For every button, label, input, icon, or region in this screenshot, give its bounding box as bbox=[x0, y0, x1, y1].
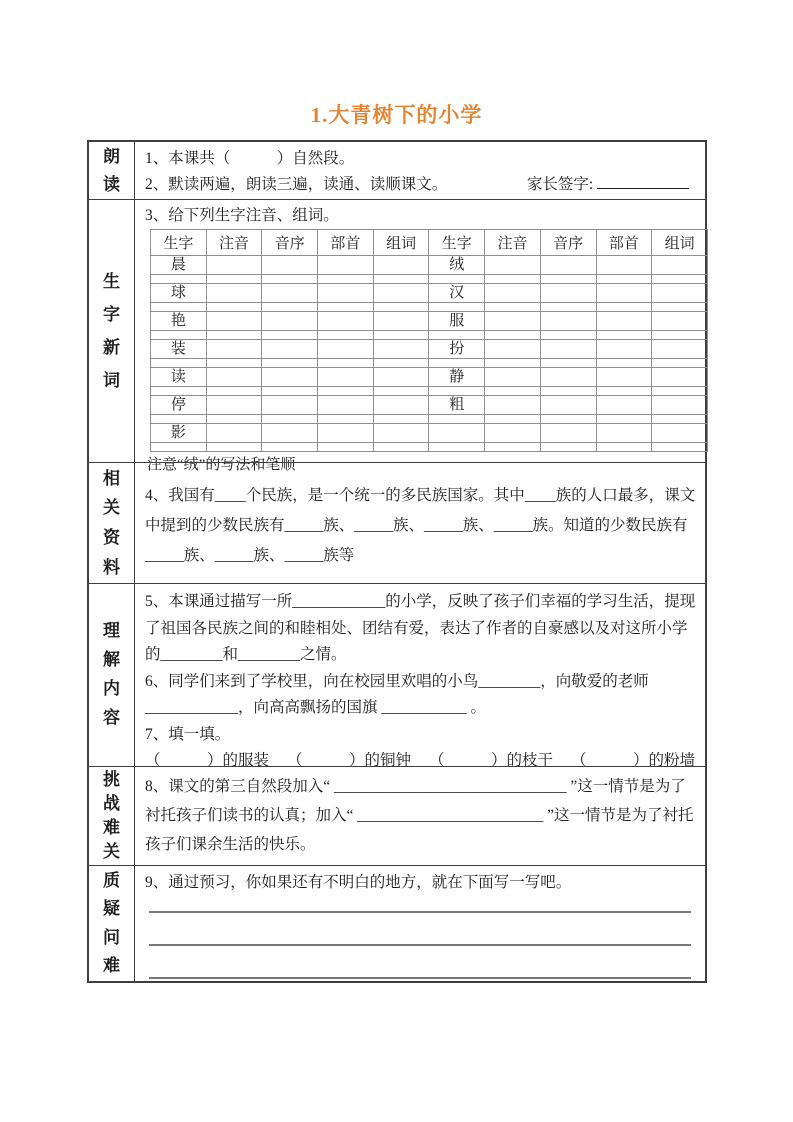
empty-cell bbox=[373, 284, 429, 303]
task-item-9: 9、通过预习，你如果还有不明白的地方，就在下面写一写吧。 bbox=[145, 874, 572, 891]
empty-cell bbox=[540, 368, 596, 387]
char-cell: 静 bbox=[429, 368, 485, 387]
char-cell: 装 bbox=[151, 340, 207, 359]
spacer-row bbox=[151, 303, 708, 312]
empty-cell bbox=[318, 340, 374, 359]
empty-cell bbox=[206, 284, 262, 303]
header-cell: 生字 bbox=[151, 230, 207, 256]
parent-signature-label: 家长签字: bbox=[526, 176, 594, 193]
char-row bbox=[151, 424, 708, 443]
empty-cell bbox=[373, 256, 429, 275]
spacer-row bbox=[151, 443, 708, 452]
empty-cell bbox=[206, 396, 262, 415]
empty-cell bbox=[262, 396, 318, 415]
section-content-zhiyi bbox=[135, 866, 705, 981]
char-cell: 停 bbox=[151, 396, 207, 415]
task-item-8: 8、课文的第三自然段加入“ ______________________________ ”这一情节是为了衬托孩子们读书的认真；加入“ ________________________ ”这一情节是为了衬托孩子们课余生活的快乐。 bbox=[145, 778, 694, 853]
task-item-7: 7、填一填。 bbox=[145, 725, 231, 743]
spacer-row bbox=[151, 331, 708, 340]
section-row-xiangguan bbox=[89, 462, 705, 583]
empty-cell bbox=[485, 396, 541, 415]
empty-cell bbox=[485, 368, 541, 387]
task-item-6: 6、同学们来到了学校里，向在校园里欢唱的小鸟________，向敬爱的老师____________，向高高飘扬的国旗 ___________ 。 bbox=[145, 672, 649, 716]
section-row-lijie bbox=[89, 583, 705, 769]
section-label-shengzi: 生字新词 bbox=[89, 200, 135, 462]
empty-cell bbox=[652, 340, 708, 359]
char-cell: 扮 bbox=[429, 340, 485, 359]
empty-cell bbox=[652, 312, 708, 331]
empty-cell bbox=[485, 256, 541, 275]
char-row bbox=[151, 368, 708, 387]
section-row-langdu bbox=[89, 142, 705, 199]
char-cell: 影 bbox=[151, 424, 207, 443]
empty-cell bbox=[373, 396, 429, 415]
section-content-tiaozhan bbox=[135, 767, 705, 865]
empty-cell bbox=[318, 424, 374, 443]
char-cell: 汉 bbox=[429, 284, 485, 303]
empty-cell bbox=[596, 256, 652, 275]
section-label-langdu: 朗读 bbox=[89, 142, 135, 199]
header-cell: 注音 bbox=[206, 230, 262, 256]
writing-line bbox=[149, 944, 691, 946]
empty-cell bbox=[206, 424, 262, 443]
signature-line bbox=[597, 175, 689, 189]
empty-cell bbox=[206, 368, 262, 387]
header-cell: 音序 bbox=[540, 230, 596, 256]
section-label-xiangguan: 相关资料 bbox=[89, 463, 135, 583]
empty-cell bbox=[540, 312, 596, 331]
header-cell: 音序 bbox=[262, 230, 318, 256]
char-row bbox=[151, 256, 708, 275]
empty-cell bbox=[540, 256, 596, 275]
empty-cell bbox=[596, 284, 652, 303]
empty-cell bbox=[652, 396, 708, 415]
section-label-tiaozhan: 挑战难关 bbox=[89, 767, 135, 865]
empty-cell bbox=[373, 312, 429, 331]
empty-cell bbox=[206, 312, 262, 331]
char-practice-table bbox=[150, 229, 708, 452]
page-title: 1.大青树下的小学 bbox=[310, 103, 483, 127]
section-label-lijie: 理解内容 bbox=[89, 584, 135, 766]
section-row-tiaozhan bbox=[89, 766, 705, 865]
header-cell: 部首 bbox=[318, 230, 374, 256]
section-content-langdu bbox=[135, 142, 705, 199]
char-row bbox=[151, 340, 708, 359]
spacer-row bbox=[151, 275, 708, 284]
stroke-order-note: 注意“绒”的写法和笔顺 bbox=[147, 457, 296, 473]
char-cell: 晨 bbox=[151, 256, 207, 275]
empty-cell bbox=[318, 312, 374, 331]
fill-blank-item: （ ）的枝干 bbox=[428, 752, 553, 769]
empty-cell bbox=[485, 340, 541, 359]
spacer-row bbox=[151, 387, 708, 396]
empty-cell bbox=[262, 312, 318, 331]
spacer-row bbox=[151, 415, 708, 424]
empty-cell bbox=[318, 284, 374, 303]
char-row bbox=[151, 396, 708, 415]
section-row-shengzi bbox=[89, 199, 705, 473]
empty-cell bbox=[652, 284, 708, 303]
header-cell: 生字 bbox=[429, 230, 485, 256]
empty-cell bbox=[652, 256, 708, 275]
empty-cell bbox=[206, 340, 262, 359]
empty-cell bbox=[262, 284, 318, 303]
char-cell: 读 bbox=[151, 368, 207, 387]
parent-signature bbox=[527, 172, 689, 198]
char-cell: 绒 bbox=[429, 256, 485, 275]
char-cell: 艳 bbox=[151, 312, 207, 331]
header-cell: 组词 bbox=[652, 230, 708, 256]
char-cell: 粗 bbox=[429, 396, 485, 415]
empty-cell bbox=[596, 368, 652, 387]
fill-blank-item: （ ）的粉墙 bbox=[570, 752, 695, 769]
empty-cell bbox=[318, 368, 374, 387]
worksheet-table bbox=[87, 140, 707, 983]
empty-cell bbox=[373, 368, 429, 387]
section-content-shengzi bbox=[135, 200, 716, 473]
char-cell: 服 bbox=[429, 312, 485, 331]
empty-cell bbox=[262, 340, 318, 359]
empty-cell bbox=[540, 284, 596, 303]
header-cell: 注音 bbox=[485, 230, 541, 256]
task-item-3: 3、给下列生字注音、组词。 bbox=[145, 207, 339, 224]
empty-cell bbox=[485, 424, 541, 443]
empty-cell bbox=[262, 424, 318, 443]
section-label-zhiyi: 质疑问难 bbox=[89, 866, 135, 981]
empty-cell bbox=[540, 396, 596, 415]
empty-cell bbox=[318, 256, 374, 275]
section-content-xiangguan bbox=[135, 463, 705, 583]
task-item-2: 2、默读两遍，朗读三遍，读通、读顺课文。 bbox=[145, 176, 448, 193]
empty-cell bbox=[596, 424, 652, 443]
empty-cell bbox=[540, 424, 596, 443]
char-cell: 球 bbox=[151, 284, 207, 303]
writing-line bbox=[149, 911, 691, 913]
empty-cell bbox=[262, 368, 318, 387]
task-item-1: 1、本课共（ ）自然段。 bbox=[145, 150, 355, 167]
header-cell: 部首 bbox=[596, 230, 652, 256]
char-cell bbox=[429, 424, 485, 443]
section-row-zhiyi bbox=[89, 865, 705, 981]
empty-cell bbox=[596, 340, 652, 359]
empty-cell bbox=[652, 424, 708, 443]
task-item-5: 5、本课通过描写一所____________的小学，反映了孩子们幸福的学习生活，提现了祖国各民族之间的和睦相处、团结有爱，表达了作者的自豪感以及对这所小学的________和________之情。 bbox=[145, 593, 696, 663]
empty-cell bbox=[485, 312, 541, 331]
fill-blank-item: （ ）的铜钟 bbox=[286, 752, 411, 769]
char-table-header-row bbox=[151, 230, 708, 256]
char-row bbox=[151, 312, 708, 331]
writing-line bbox=[149, 977, 691, 979]
empty-cell bbox=[373, 424, 429, 443]
empty-cell bbox=[373, 340, 429, 359]
spacer-row bbox=[151, 359, 708, 368]
char-row bbox=[151, 284, 708, 303]
empty-cell bbox=[652, 368, 708, 387]
empty-cell bbox=[596, 396, 652, 415]
empty-cell bbox=[596, 312, 652, 331]
task-item-4: 4、我国有____个民族，是一个统一的多民族国家。其中____族的人口最多，课文中提到的少数民族有_____族、_____族、_____族、_____族。知道的少数民族有_____族、_____族、_____族等 bbox=[145, 487, 696, 564]
empty-cell bbox=[540, 340, 596, 359]
empty-cell bbox=[318, 396, 374, 415]
empty-cell bbox=[206, 256, 262, 275]
empty-cell bbox=[485, 284, 541, 303]
empty-cell bbox=[262, 256, 318, 275]
header-cell: 组词 bbox=[373, 230, 429, 256]
section-content-lijie bbox=[135, 584, 705, 769]
fill-blank-item: （ ）的服装 bbox=[145, 752, 270, 769]
